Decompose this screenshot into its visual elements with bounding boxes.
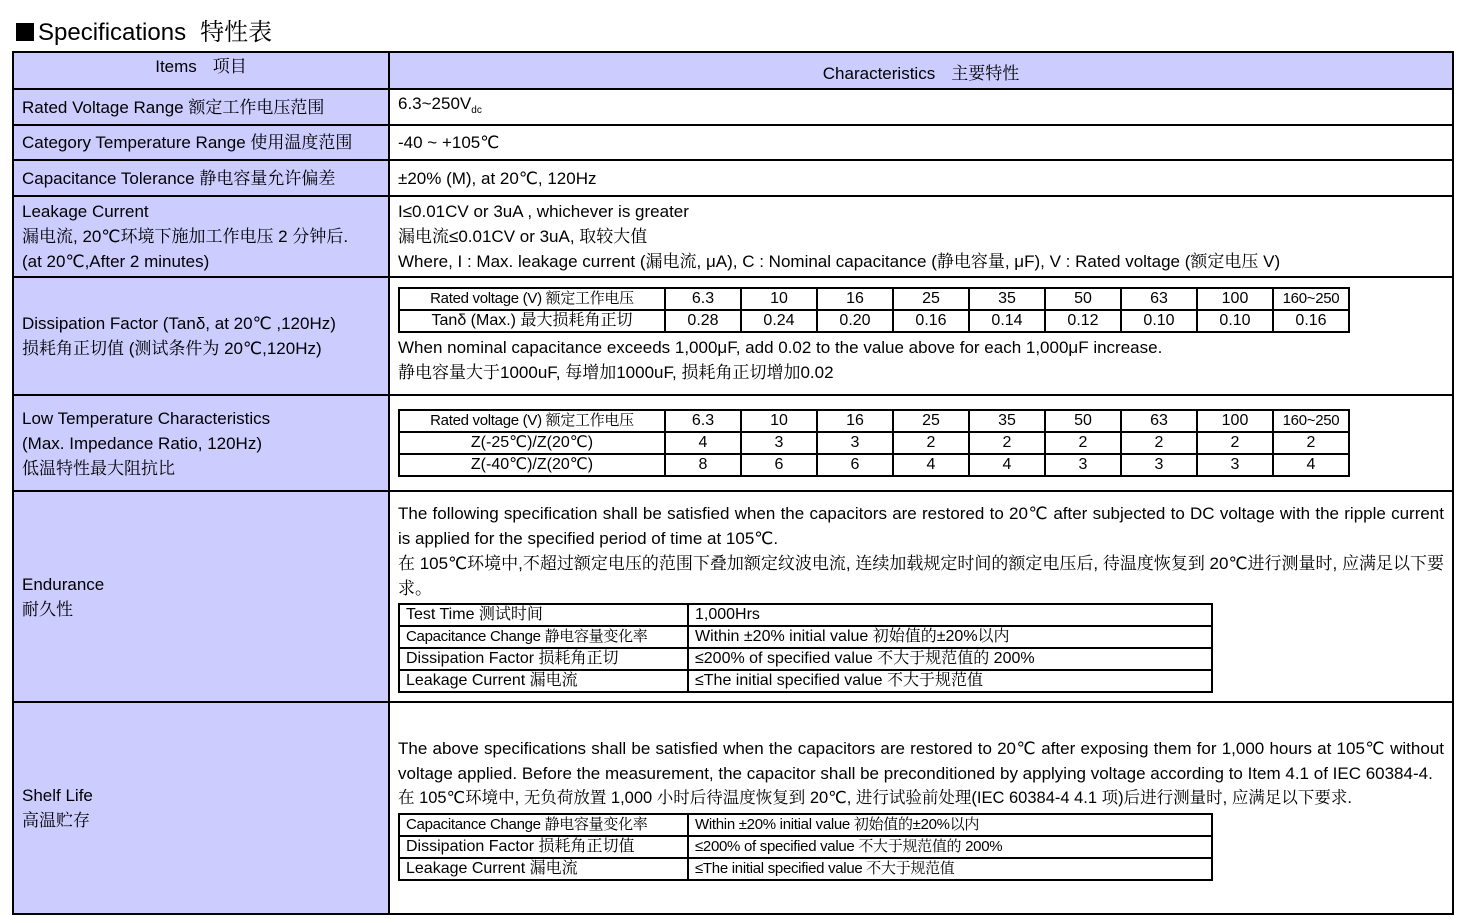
endurance-para-en: The following specification shall be satisfied when the capacitors are restored to 20℃ after subjected to DC voltage with the ripple current is applied for the specified period of time at 105℃.: [398, 503, 1444, 548]
dissipation-tan-cell: 0.16: [893, 310, 969, 332]
shelf-life-key: Leakage Current 漏电流: [399, 858, 688, 880]
dissipation-tan-cell: 0.12: [1045, 310, 1121, 332]
dissipation-label-line2: 损耗角正切值 (测试条件为 20℃,120Hz): [22, 339, 322, 358]
low-temp-z25-cell: 3: [741, 432, 817, 454]
dissipation-note-cn: 静电容量大于1000uF, 每增加1000uF, 损耗角正切增加0.02: [398, 363, 834, 382]
low-temp-table: [398, 409, 1350, 477]
low-temp-z25-row: [399, 432, 1349, 454]
shelf-life-para-en: The above specifications shall be satisfied when the capacitors are restored to 20℃ after exposing them for 1,000 hours at 105℃ without voltage applied. Before the measurement, the capacitor shall be preconditioned by applying voltage according to Item 4.1 of IEC 60384-4.: [398, 738, 1444, 783]
shelf-life-val: Within ±20% initial value 初始值的±20%以内: [688, 814, 1212, 836]
low-temp-voltage-cell: 160~250: [1273, 410, 1349, 432]
temperature-label-en: Category Temperature Range: [22, 133, 246, 152]
leakage-value: [389, 196, 1453, 277]
leakage-label: [13, 196, 389, 277]
title-cn: 特性表: [200, 18, 273, 46]
dissipation-voltage-cell: 16: [817, 288, 893, 310]
low-temp-voltage-cell: 63: [1121, 410, 1197, 432]
tolerance-label-cn: 静电容量允许偏差: [199, 168, 336, 188]
endurance-key: Dissipation Factor 损耗角正切: [399, 648, 688, 670]
rated-voltage-row: [13, 89, 1453, 125]
endurance-val: 1,000Hrs: [688, 604, 1212, 626]
rated-voltage-label: [13, 89, 389, 125]
leakage-line3: Where, I : Max. leakage current (漏电流, μA), C : Nominal capacitance (静电容量, μF), V : Rated voltage (额定电压 V): [398, 252, 1281, 271]
endurance-val: ≤The initial specified value 不大于规范值: [688, 670, 1212, 692]
low-temp-z25-cell: 4: [665, 432, 741, 454]
dissipation-voltage-cell: 35: [969, 288, 1045, 310]
low-temp-z25-label: Z(-25℃)/Z(20℃): [399, 432, 665, 454]
rated-voltage-value: [389, 89, 1453, 125]
dissipation-voltage-cell: 25: [893, 288, 969, 310]
leakage-label-line1: Leakage Current: [22, 202, 149, 221]
dissipation-value: [389, 277, 1453, 395]
low-temp-z25-cell: 2: [1121, 432, 1197, 454]
chars-header-cn: 主要特性: [951, 64, 1020, 83]
shelf-life-para-cn: 在 105℃环境中, 无负荷放置 1,000 小时后待温度恢复到 20℃, 进行试验前处理(IEC 60384-4 4.1 项)后进行测量时, 应满足以下要求.: [398, 788, 1352, 807]
leakage-line1: I≤0.01CV or 3uA , whichever is greater: [398, 202, 689, 221]
shelf-life-table-row: [399, 814, 1212, 836]
shelf-life-table: [398, 813, 1213, 881]
low-temp-voltage-row: [399, 410, 1349, 432]
shelf-life-table-row: [399, 858, 1212, 880]
shelf-life-label: [13, 702, 389, 914]
endurance-para-cn: 在 105℃环境中,不超过额定电压的范围下叠加额定纹波电流, 连续加载规定时间的额定电压后, 待温度恢复到 20℃进行测量时, 应满足以下要求。: [398, 553, 1444, 598]
dissipation-note-en: When nominal capacitance exceeds 1,000μF, add 0.02 to the value above for each 1,000μF increase.: [398, 338, 1163, 357]
shelf-life-key: Capacitance Change 静电容量变化率: [399, 814, 688, 836]
low-temp-z25-cell: 2: [893, 432, 969, 454]
endurance-val: ≤200% of specified value 不大于规范值的 200%: [688, 648, 1212, 670]
tolerance-row: [13, 160, 1453, 196]
low-temp-voltage-label: Rated voltage (V) 额定工作电压: [399, 410, 665, 432]
low-temp-z40-label: Z(-40℃)/Z(20℃): [399, 454, 665, 476]
low-temp-row: [13, 395, 1453, 491]
low-temp-z40-cell: 6: [741, 454, 817, 476]
leakage-label-line3: (at 20℃,After 2 minutes): [22, 252, 210, 271]
dissipation-voltage-row: [399, 288, 1349, 310]
endurance-val: Within ±20% initial value 初始值的±20%以内: [688, 626, 1212, 648]
dissipation-tan-cell: 0.14: [969, 310, 1045, 332]
dissipation-voltage-label: Rated voltage (V) 额定工作电压: [399, 288, 665, 310]
low-temp-z40-cell: 3: [1045, 454, 1121, 476]
endurance-row: [13, 491, 1453, 702]
shelf-life-val: ≤The initial specified value 不大于规范值: [688, 858, 1212, 880]
leakage-line2: 漏电流≤0.01CV or 3uA, 取较大值: [398, 227, 648, 246]
header-row: [13, 52, 1453, 89]
dissipation-voltage-cell: 50: [1045, 288, 1121, 310]
shelf-life-label-cn: 高温贮存: [22, 811, 90, 830]
characteristics-header: [389, 52, 1453, 89]
low-temp-z25-cell: 2: [1273, 432, 1349, 454]
low-temp-label-line2: (Max. Impedance Ratio, 120Hz): [22, 433, 262, 453]
rated-voltage-text: 6.3~250V: [398, 94, 472, 113]
low-temp-z40-cell: 4: [893, 454, 969, 476]
low-temp-z25-cell: 2: [1045, 432, 1121, 454]
dissipation-tan-cell: 0.16: [1273, 310, 1349, 332]
dissipation-tan-cell: 0.10: [1197, 310, 1273, 332]
shelf-life-table-row: [399, 836, 1212, 858]
items-header-cn: 项目: [212, 57, 247, 76]
low-temp-z40-cell: 3: [1121, 454, 1197, 476]
low-temp-label-line3: 低温特性最大阻抗比: [22, 458, 175, 478]
shelf-life-label-en: Shelf Life: [22, 786, 93, 805]
dissipation-tan-cell: 0.28: [665, 310, 741, 332]
dissipation-label: [13, 277, 389, 395]
rated-voltage-label-cn: 额定工作电压范围: [188, 97, 325, 117]
temperature-row: [13, 125, 1453, 160]
items-header: [13, 52, 389, 89]
low-temp-z40-cell: 6: [817, 454, 893, 476]
endurance-label-cn: 耐久性: [22, 599, 73, 619]
temperature-value: -40 ~ +105℃: [389, 125, 1453, 160]
items-header-en: Items: [155, 57, 197, 76]
endurance-table-row: [399, 604, 1212, 626]
dissipation-tan-label: Tanδ (Max.) 最大损耗角正切: [399, 310, 665, 332]
dissipation-label-line1: Dissipation Factor (Tanδ, at 20℃ ,120Hz): [22, 314, 336, 333]
shelf-life-key: Dissipation Factor 损耗角正切值: [399, 836, 688, 858]
endurance-value: [389, 491, 1453, 702]
leakage-label-line2: 漏电流, 20℃环境下施加工作电压 2 分钟后.: [22, 227, 349, 246]
dissipation-table: [398, 287, 1350, 333]
low-temp-voltage-cell: 35: [969, 410, 1045, 432]
low-temp-z25-cell: 3: [817, 432, 893, 454]
low-temp-z25-cell: 2: [969, 432, 1045, 454]
endurance-key: Test Time 测试时间: [399, 604, 688, 626]
spec-table: [12, 51, 1454, 915]
dissipation-tan-row: [399, 310, 1349, 332]
dissipation-voltage-cell: 100: [1197, 288, 1273, 310]
endurance-key: Capacitance Change 静电容量变化率: [399, 626, 688, 648]
low-temp-label: [13, 395, 389, 491]
dissipation-tan-cell: 0.20: [817, 310, 893, 332]
shelf-life-row: [13, 702, 1453, 914]
low-temp-z40-row: [399, 454, 1349, 476]
leakage-row: [13, 196, 1453, 277]
title-en: Specifications: [38, 19, 187, 46]
rated-voltage-label-en: Rated Voltage Range: [22, 97, 184, 117]
low-temp-z40-cell: 4: [1273, 454, 1349, 476]
dissipation-tan-cell: 0.24: [741, 310, 817, 332]
chars-header-en: Characteristics: [822, 64, 936, 83]
tolerance-value: ±20% (M), at 20℃, 120Hz: [389, 160, 1453, 196]
temperature-label-cn: 使用温度范围: [250, 133, 353, 152]
rated-voltage-subscript: dc: [471, 105, 482, 116]
page-title: [16, 14, 272, 51]
low-temp-voltage-cell: 100: [1197, 410, 1273, 432]
low-temp-voltage-cell: 6.3: [665, 410, 741, 432]
endurance-table-row: [399, 626, 1212, 648]
square-bullet-icon: [16, 23, 34, 41]
low-temp-label-line1: Low Temperature Characteristics: [22, 408, 271, 428]
low-temp-z40-cell: 8: [665, 454, 741, 476]
endurance-table-row: [399, 670, 1212, 692]
endurance-label: [13, 491, 389, 702]
low-temp-z25-cell: 2: [1197, 432, 1273, 454]
dissipation-voltage-cell: 160~250: [1273, 288, 1349, 310]
low-temp-z40-cell: 4: [969, 454, 1045, 476]
tolerance-label: [13, 160, 389, 196]
shelf-life-val: ≤200% of specified value 不大于规范值的 200%: [688, 836, 1212, 858]
low-temp-value: [389, 395, 1453, 491]
endurance-table: [398, 603, 1213, 693]
shelf-life-value: [389, 702, 1453, 914]
endurance-key: Leakage Current 漏电流: [399, 670, 688, 692]
low-temp-voltage-cell: 10: [741, 410, 817, 432]
dissipation-voltage-cell: 6.3: [665, 288, 741, 310]
dissipation-tan-cell: 0.10: [1121, 310, 1197, 332]
low-temp-voltage-cell: 50: [1045, 410, 1121, 432]
endurance-table-row: [399, 648, 1212, 670]
dissipation-voltage-cell: 63: [1121, 288, 1197, 310]
endurance-label-en: Endurance: [22, 574, 105, 594]
low-temp-z40-cell: 3: [1197, 454, 1273, 476]
low-temp-voltage-cell: 16: [817, 410, 893, 432]
tolerance-label-en: Capacitance Tolerance: [22, 168, 195, 188]
dissipation-voltage-cell: 10: [741, 288, 817, 310]
dissipation-row: [13, 277, 1453, 395]
low-temp-voltage-cell: 25: [893, 410, 969, 432]
temperature-label: [13, 125, 389, 160]
